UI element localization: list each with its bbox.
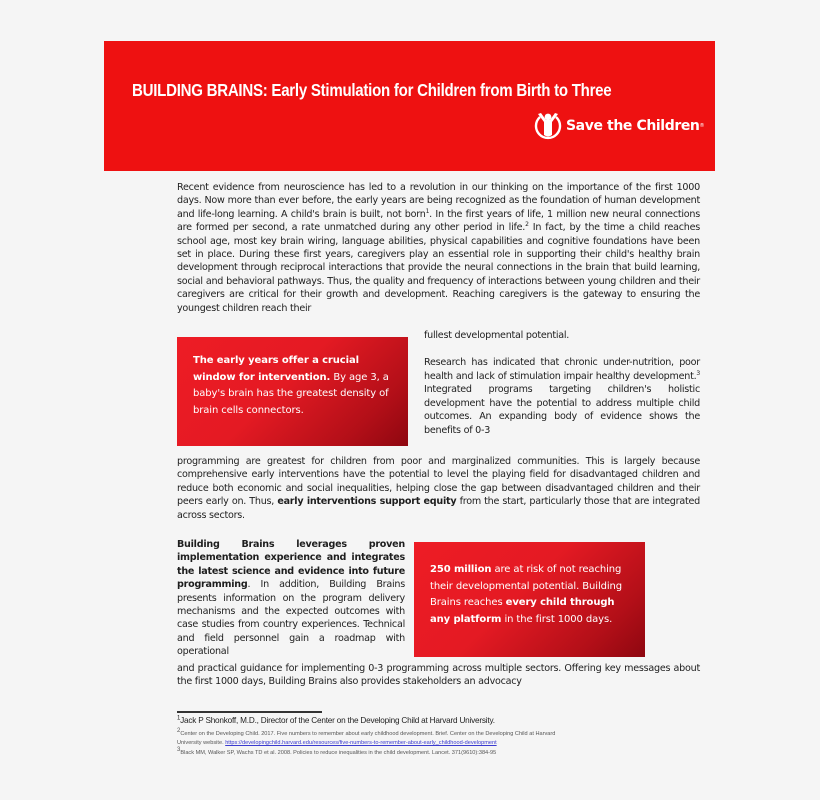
intro-paragraph-end: fullest developmental potential. (424, 330, 570, 341)
callout-250-bold-2: every child through any platform (430, 597, 615, 625)
intro-text-2: . In the first years of life, 1 million new neural connections are formed per second, a rate unmatched during any other period in life. (177, 208, 700, 234)
page-title: BUILDING BRAINS: Early Stimulation for Children from Birth to Three (132, 80, 612, 100)
building-brains-bold: Building Brains leverages proven implementation experience and integrates the latest science and evidence into future programming (177, 539, 405, 591)
logo-trademark: ® (699, 123, 705, 129)
intro-text-1: Recent evidence from neuroscience has led to a revolution in our thinking on the importance of the first 1000 days. Now more than ever before, the early years are being recognized as the foundation of human development and life-long learning. A child's brain is built, not born (177, 182, 700, 220)
research-text-3: programming are greatest for children from poor and marginalized communities. This is largely because comprehensive early interventions have the potential to level the playing field for disadvantaged children and reduce both economic and social inequalities, helping close the gap between disadvantaged children and their peers early on. Thus, (177, 456, 700, 508)
intro-paragraph (177, 181, 700, 315)
footnote-2-prefix: University website. (177, 740, 226, 746)
footnote-2-text: Center on the Developing Child. 2017. Five numbers to remember about early childhood development. Brief. Center on the Developing Child at Harvard (180, 731, 556, 737)
save-the-children-logo (534, 111, 704, 141)
footnote-ref-3: 3 (696, 369, 700, 377)
callout-250-text-2: in the first 1000 days. (501, 613, 613, 625)
footnote-3-number: 3 (177, 747, 181, 754)
building-brains-paragraph-cont: and practical guidance for implementing 0-3 programming across multiple sectors. Offering key messages about the first 1000 days, Building Brains also provides stakeholders an advocacy (177, 663, 700, 688)
callout-250-text-1: are at risk of not reaching their developmental potential. Building Brains reaches (430, 564, 623, 608)
footnote-1-text: Jack P Shonkoff, M.D., Director of the Center on the Developing Child at Harvard University. (180, 716, 495, 725)
footnote-divider (177, 711, 322, 713)
footnote-2 (177, 728, 556, 737)
footnote-1 (177, 716, 495, 725)
building-brains-paragraph (177, 538, 405, 659)
footnote-3 (177, 747, 497, 756)
callout-early-years (177, 337, 408, 446)
research-bold: early interventions support equity (277, 496, 457, 508)
footnote-ref-2: 2 (525, 221, 529, 229)
research-text-2: Integrated programs targeting children's holistic development have the potential to address multiple child outcomes. An expanding body of evidence shows the benefits of 0-3 (424, 384, 700, 436)
child-arms-raised-icon (534, 111, 562, 141)
header-banner (104, 41, 715, 171)
callout-early-years-text (193, 353, 398, 419)
footnote-2-cont (177, 740, 497, 746)
footnote-ref-1: 1 (425, 207, 430, 215)
footnote-1-number: 1 (177, 715, 181, 722)
footnote-2-number: 2 (177, 728, 181, 735)
building-brains-text: . In addition, Building Brains presents information on the program delivery mechanisms and the expected outcomes with case studies from country experiences. Technical and field personnel gain a roadmap with operational (177, 579, 405, 658)
callout-250-bold-1: 250 million (430, 564, 492, 575)
research-paragraph (177, 455, 700, 522)
callout-250-million (414, 542, 645, 657)
research-side-paragraph (424, 356, 700, 438)
research-text-1: Research has indicated that chronic under-nutrition, poor health and lack of stimulation impair healthy development. (424, 357, 700, 382)
intro-text-3: In fact, by the time a child reaches school age, most key brain wiring, language abilities, physical capabilities and cognitive foundations have been set in place. During these first years, caregivers play an essential role in supporting their child's healthy brain development through reciprocal interactions that provide the neural connections in the brain that build learning, social and behavioral pathways. Thus, the quality and frequency of interactions between young children and their caregivers are critical for their growth and development. Reaching caregivers is the gateway to ensuring the youngest children reach their (177, 222, 700, 314)
footnote-3-text: Black MM, Walker SP, Wachs TD et al. 2008. Policies to reduce inequalities in the child development. Lancet. 371(9610):384-95 (180, 750, 497, 756)
research-text-4: from the start, particularly those that are integrated across sectors. (177, 496, 700, 521)
callout-250-million-text (430, 562, 635, 628)
logo-text: Save the Children (566, 118, 700, 134)
callout-early-years-bold: The early years offer a crucial window for intervention. (193, 355, 359, 383)
footnote-2-link[interactable]: https://developingchild.harvard.edu/resources/five-numbers-to-remember-about-early_childhood-development (225, 740, 497, 746)
callout-early-years-body: By age 3, a baby's brain has the greatest density of brain cells connectors. (193, 371, 389, 416)
